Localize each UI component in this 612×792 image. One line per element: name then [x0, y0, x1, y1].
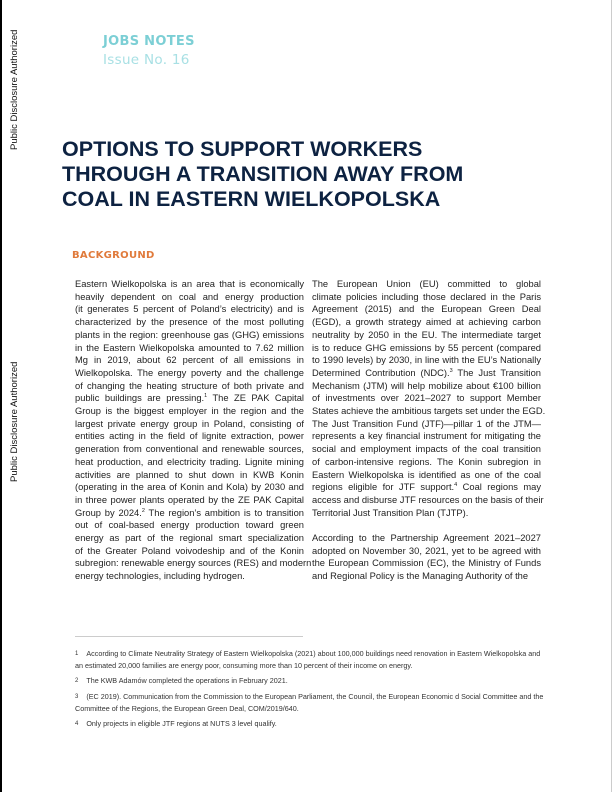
text-line — [75, 354, 304, 367]
line-text: social and employment impacts of the coal transition — [312, 444, 541, 455]
line-text: of investments over 2021–2027 to support Member — [312, 393, 541, 404]
line-text: and Regional Policy is the Managing Authority of the — [312, 571, 529, 582]
text-line — [75, 469, 304, 482]
line-text: to 1990 levels) by 2030, in line with the EU’s Nationally — [312, 355, 541, 366]
text-line — [312, 380, 541, 393]
text-line — [312, 507, 541, 520]
line-text: heavily dependent on coal and energy production — [75, 291, 304, 302]
text-line — [312, 342, 541, 355]
text-line — [312, 291, 541, 304]
text-line — [312, 532, 541, 545]
footnote-ref: 3 — [449, 367, 453, 374]
right-column — [312, 278, 546, 583]
text-line — [75, 392, 304, 405]
line-text: States achieve the ambitious targets set under the EGD. — [312, 406, 546, 417]
text-line — [312, 303, 541, 316]
footnote-text: According to Climate Neutrality Strategy of Eastern Wielkopolska (2021) about 100,000 buildings need renovation in Eastern Wielkopolska and an estimated 20,000 families are energy poor, consuming more than 10 percent of their income on energy. — [75, 649, 541, 670]
text-line — [75, 303, 304, 316]
text-line — [75, 278, 304, 291]
footnote-divider — [75, 636, 303, 637]
text-line — [312, 392, 541, 405]
line-text: Mg in 2019, about 62 percent of all emissions in — [75, 355, 304, 366]
line-text: Group by 2024. — [75, 507, 142, 518]
footnote — [75, 675, 545, 687]
footnote-ref: 4 — [454, 482, 458, 489]
page-title — [62, 137, 463, 212]
line-text: The ZE PAK Capital — [207, 393, 304, 404]
line-text: Coal regions may — [457, 482, 542, 493]
footnote-text: The KWB Adamów completed the operations in February 2021. — [86, 676, 288, 685]
line-text: The Just Transition — [452, 367, 541, 378]
footnote-ref: 1 — [204, 393, 208, 400]
line-text: entities acting in the field of lignite extraction, power — [75, 431, 304, 442]
line-text: Determined Contribution (NDC). — [312, 367, 450, 378]
footnote — [75, 648, 545, 671]
title-line: COAL IN EASTERN WIELKOPOLSKA — [62, 187, 441, 211]
line-text: climate policies including those declared in the Paris — [312, 291, 541, 302]
text-line — [75, 316, 304, 329]
line-text: regions eligible for JTF support. — [312, 482, 455, 493]
text-line — [312, 570, 541, 583]
text-line — [312, 278, 541, 291]
line-text: (operating in the area of Konin and Kola) by 2030 and — [75, 482, 304, 493]
series-name: JOBS NOTES — [103, 34, 195, 49]
line-text: The Just Transition Fund (JTF)—pillar 1 of the JTM— — [312, 418, 541, 429]
line-text: (it generates 5 percent of Poland’s electricity) and is — [75, 304, 304, 315]
line-text: in the Eastern Wielkopolska amounted to 7.62 million — [75, 342, 304, 353]
text-line — [312, 329, 541, 342]
text-line — [75, 443, 304, 456]
line-text: subregion: renewable energy sources (RES) and modern — [75, 558, 312, 569]
line-text: out of coal-based energy production toward green — [75, 520, 304, 531]
line-text: According to the Partnership Agreement 2021–2027 — [312, 533, 541, 544]
line-text: generation from conventional and renewable sources, — [75, 444, 304, 455]
disclosure-label: Public Disclosure Authorized — [9, 361, 20, 482]
line-text: is to reduce GHG emissions by 55 percent (compared — [312, 342, 541, 353]
text-line — [75, 380, 304, 393]
title-line: THROUGH A TRANSITION AWAY FROM — [62, 162, 464, 186]
line-text: Group is the biggest employer in the region and the — [75, 406, 304, 417]
left-column — [75, 278, 312, 583]
line-text: Agreement (2015) and the European Green Deal — [312, 304, 541, 315]
text-line — [75, 456, 304, 469]
text-line — [312, 481, 541, 494]
line-text: neutrality by 2050 in the EU. The intermediate target — [312, 329, 541, 340]
text-line — [75, 418, 304, 431]
text-line — [75, 532, 304, 545]
text-line — [312, 494, 544, 507]
line-text: Mechanism (JTM) will help mobilize about €100 billion — [312, 380, 541, 391]
text-line — [75, 545, 304, 558]
text-line — [312, 443, 541, 456]
line-text: adopted on November 30, 2021, yet to be agreed with — [312, 545, 541, 556]
footnote-ref: 2 — [141, 507, 145, 514]
line-text: represents a key financial instrument for mitigating the — [312, 431, 541, 442]
line-text: heat production, and electricity trading. Lignite mining — [75, 456, 304, 467]
text-line — [312, 354, 541, 367]
line-text: public buildings are pressing. — [75, 393, 205, 404]
text-line — [75, 291, 304, 304]
text-line — [75, 430, 304, 443]
text-line — [75, 570, 304, 583]
text-line — [312, 430, 541, 443]
text-line — [312, 557, 541, 570]
text-line — [75, 519, 304, 532]
line-text: largest private energy group in Poland, consisting of — [75, 418, 304, 429]
text-line — [75, 367, 304, 380]
page-border — [0, 0, 2, 792]
line-text: energy as part of the regional smart specialization — [75, 533, 304, 544]
line-text: Territorial Just Transition Plan (TJTP). — [312, 507, 469, 518]
footnote — [75, 691, 545, 714]
text-line — [312, 418, 541, 431]
line-text: of the Greater Poland voivodeship and of the Konin — [75, 545, 304, 556]
footnotes — [75, 648, 545, 734]
line-text: energy technologies, including hydrogen. — [75, 571, 245, 582]
issue-number: Issue No. 16 — [103, 52, 190, 68]
text-line — [312, 545, 541, 558]
section-heading: BACKGROUND — [72, 250, 155, 261]
text-line — [312, 405, 546, 418]
line-text: of changing the heating structure of both private and — [75, 380, 304, 391]
text-line — [312, 316, 541, 329]
line-text: plants in the region: greenhouse gas (GHG) emissions — [75, 329, 304, 340]
text-line — [75, 481, 304, 494]
text-line — [75, 507, 304, 520]
line-text: Eastern Wielkopolska is identified as one of the coal — [312, 469, 541, 480]
footnote — [75, 718, 545, 730]
text-line — [312, 367, 541, 380]
line-text: of carbon-intensive regions. The Konin subregion in — [312, 456, 541, 467]
footnote-number: 4 — [75, 721, 79, 727]
text-line — [75, 405, 304, 418]
title-line: OPTIONS TO SUPPORT WORKERS — [62, 137, 423, 161]
footnote-text: (EC 2019). Communication from the Commission to the European Parliament, the Council, the European Economic d Social Committee and the Committee of the Regions, the European Green Deal, COM/2019/640. — [75, 692, 544, 713]
line-text: The region’s ambition is to transition — [144, 507, 304, 518]
line-text: The European Union (EU) committed to global — [312, 279, 541, 289]
text-line — [312, 469, 541, 482]
disclosure-label: Public Disclosure Authorized — [9, 29, 20, 150]
text-line — [75, 342, 304, 355]
text-line — [75, 329, 304, 342]
line-text: the European Commission (EC), the Ministry of Funds — [312, 558, 541, 569]
footnote-text: Only projects in eligible JTF regions at NUTS 3 level qualify. — [86, 719, 277, 728]
line-text: Eastern Wielkopolska is an area that is economically — [75, 279, 304, 289]
footnote-number: 1 — [75, 651, 79, 657]
line-text: in three power plants operated by the ZE PAK Capital — [75, 494, 304, 505]
text-line — [75, 557, 312, 570]
line-text: (EGD), a growth strategy aimed at achieving carbon — [312, 317, 541, 328]
footnote-number: 2 — [75, 678, 79, 684]
footnote-number: 3 — [75, 694, 79, 700]
line-text: characterized by the presence of the most polluting — [75, 317, 304, 328]
line-text: access and disburse JTF resources on the basis of their — [312, 494, 544, 505]
line-text: activities are planned to shut down in KWB Konin — [75, 469, 304, 480]
text-line — [75, 494, 304, 507]
text-line — [312, 456, 541, 469]
line-text: Wielkopolska. The energy poverty and the challenge — [75, 367, 304, 378]
